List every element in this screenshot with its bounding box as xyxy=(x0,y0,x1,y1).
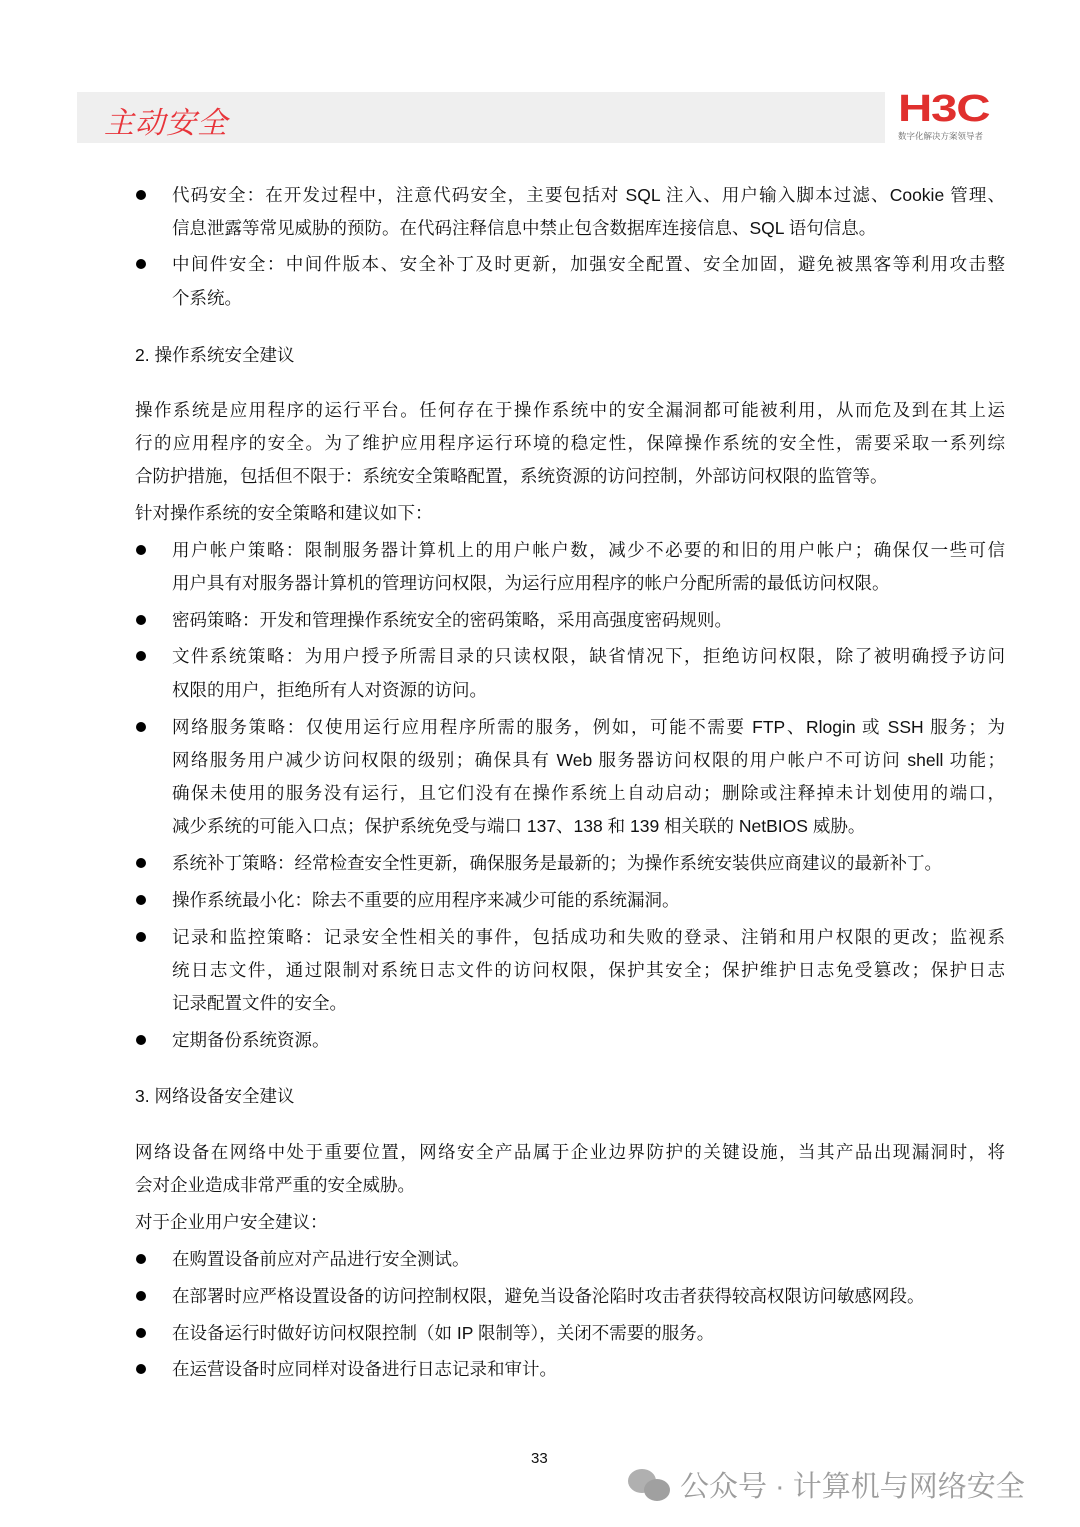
bullet-item-line: 确保未使用的服务没有运行，且它们没有在操作系统上自动启动；删除或注释掉未计划使用的端口， xyxy=(172,783,1005,803)
section-heading: 3. 网络设备安全建议 xyxy=(135,1086,295,1106)
watermark xyxy=(628,1464,1025,1505)
watermark-text: 公众号 · 计算机与网络安全 xyxy=(680,1471,1025,1503)
bullet-icon xyxy=(136,1291,146,1301)
bullet-icon xyxy=(136,895,146,905)
bullet-item-line: 用户帐户策略：限制服务器计算机上的用户帐户数，减少不必要的和旧的用户帐户；确保仅一些可信 xyxy=(172,540,1005,560)
bullet-item-line: 在运营设备时应同样对设备进行日志记录和审计。 xyxy=(172,1359,557,1379)
bullet-item-line: 信息泄露等常见威胁的预防。在代码注释信息中禁止包含数据库连接信息、SQL 语句信息。 xyxy=(172,218,877,238)
section-title: 主动安全 xyxy=(104,107,228,140)
bullet-icon xyxy=(136,190,146,200)
bullet-icon xyxy=(136,1254,146,1264)
bullet-item-line: 定期备份系统资源。 xyxy=(172,1030,330,1050)
paragraph-line: 合防护措施，包括但不限于：系统安全策略配置，系统资源的访问控制，外部访问权限的监管等。 xyxy=(135,466,888,486)
bullet-item-line: 减少系统的可能入口点；保护系统免受与端口 137、138 和 139 相关联的 NetBIOS 威胁。 xyxy=(172,816,866,836)
bullet-icon xyxy=(136,1328,146,1338)
bullet-item-line: 统日志文件，通过限制对系统日志文件的访问权限，保护其安全；保护维护日志免受篡改；保护日志 xyxy=(172,960,1005,980)
bullet-item-line: 系统补丁策略：经常检查安全性更新，确保服务是最新的；为操作系统安装供应商建议的最新补丁。 xyxy=(172,853,942,873)
bullet-icon xyxy=(136,651,146,661)
logo-mark: H3C xyxy=(898,88,990,130)
bullet-icon xyxy=(136,615,146,625)
bullet-icon xyxy=(136,722,146,732)
bullet-item-line: 代码安全：在开发过程中，注意代码安全，主要包括对 SQL 注入、用户输入脚本过滤、Cookie 管理、 xyxy=(172,185,1005,205)
bullet-item-line: 密码策略：开发和管理操作系统安全的密码策略，采用高强度密码规则。 xyxy=(172,610,732,630)
bullet-icon xyxy=(136,259,146,269)
bullet-item-line: 权限的用户，拒绝所有人对资源的访问。 xyxy=(172,680,487,700)
paragraph-line: 会对企业造成非常严重的安全威胁。 xyxy=(135,1175,415,1195)
page-number: 33 xyxy=(531,1450,548,1467)
bullet-item-line: 中间件安全：中间件版本、安全补丁及时更新，加强安全配置、安全加固，避免被黑客等利用攻击整 xyxy=(172,254,1005,274)
bullet-item-line: 网络服务用户减少访问权限的级别；确保具有 Web 服务器访问权限的用户帐户不可访问 shell 功能； xyxy=(172,750,1005,770)
bullet-item-line: 记录和监控策略：记录安全性相关的事件，包括成功和失败的登录、注销和用户权限的更改；监视系 xyxy=(172,927,1005,947)
bullet-item-line: 在部署时应严格设置设备的访问控制权限，避免当设备沦陷时攻击者获得较高权限访问敏感网段。 xyxy=(172,1286,925,1306)
bullet-icon xyxy=(136,545,146,555)
bullet-item-line: 个系统。 xyxy=(172,288,242,308)
paragraph-line: 网络设备在网络中处于重要位置，网络安全产品属于企业边界防护的关键设施，当其产品出现漏洞时，将 xyxy=(135,1142,1005,1162)
bullet-item-line: 网络服务策略：仅使用运行应用程序所需的服务，例如，可能不需要 FTP、Rlogin 或 SSH 服务；为 xyxy=(172,717,1005,737)
bullet-item-line: 文件系统策略：为用户授予所需目录的只读权限，缺省情况下，拒绝访问权限，除了被明确授予访问 xyxy=(172,646,1005,666)
bullet-item-line: 在设备运行时做好访问权限控制（如 IP 限制等），关闭不需要的服务。 xyxy=(172,1323,715,1343)
paragraph-line: 针对操作系统的安全策略和建议如下： xyxy=(135,503,433,523)
bullet-icon xyxy=(136,1035,146,1045)
bullet-item-line: 记录配置文件的安全。 xyxy=(172,993,347,1013)
paragraph-line: 行的应用程序的安全。为了维护应用程序运行环境的稳定性，保障操作系统的安全性，需要采取一系列综 xyxy=(135,433,1005,453)
bullet-item-line: 操作系统最小化：除去不重要的应用程序来减少可能的系统漏洞。 xyxy=(172,890,680,910)
paragraph-line: 对于企业用户安全建议： xyxy=(135,1212,328,1232)
bullet-icon xyxy=(136,932,146,942)
bullet-icon xyxy=(136,1364,146,1374)
section-heading: 2. 操作系统安全建议 xyxy=(135,345,295,365)
wechat-icon xyxy=(628,1467,672,1503)
bullet-item-line: 在购置设备前应对产品进行安全测试。 xyxy=(172,1249,470,1269)
paragraph-line: 操作系统是应用程序的运行平台。任何存在于操作系统中的安全漏洞都可能被利用，从而危及到在其上运 xyxy=(135,400,1005,420)
h3c-logo xyxy=(898,90,1004,142)
bullet-icon xyxy=(136,858,146,868)
logo-tagline: 数字化解决方案领导者 xyxy=(898,131,984,141)
bullet-item-line: 用户具有对服务器计算机的管理访问权限，为运行应用程序的帐户分配所需的最低访问权限。 xyxy=(172,573,890,593)
